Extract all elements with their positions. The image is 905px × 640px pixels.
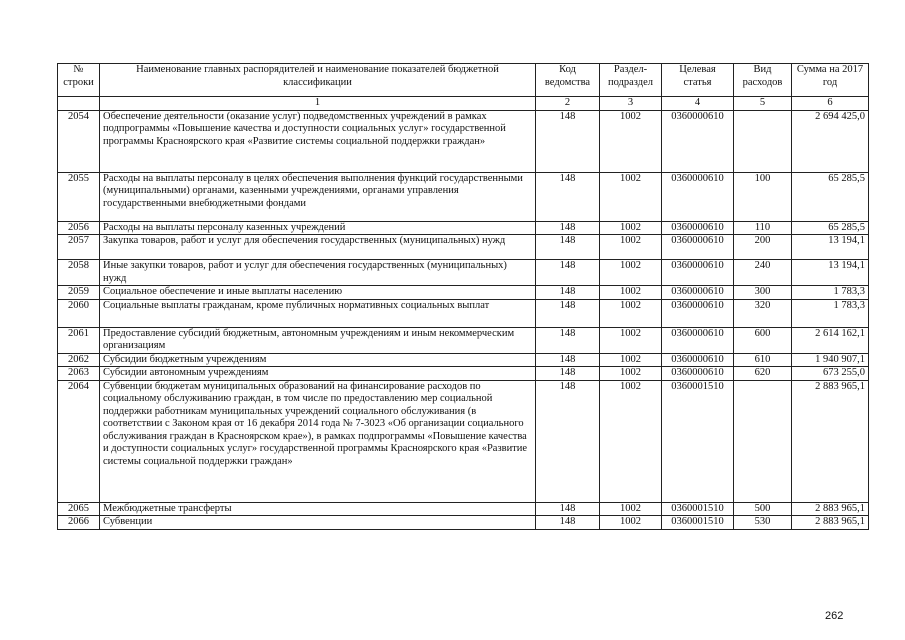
table-row bbox=[58, 353, 869, 367]
row-code: 148 bbox=[536, 299, 600, 327]
row-sum: 1 783,3 bbox=[792, 299, 869, 327]
row-sum: 2 614 162,1 bbox=[792, 327, 869, 353]
row-target: 0360001510 bbox=[662, 502, 734, 516]
row-expense-type: 200 bbox=[734, 235, 792, 260]
row-target: 0360001510 bbox=[662, 516, 734, 530]
row-sum: 13 194,1 bbox=[792, 260, 869, 286]
row-sum: 2 883 965,1 bbox=[792, 516, 869, 530]
row-name: Предоставление субсидий бюджетным, автономным учреждениям и иным некоммерческим организациям bbox=[100, 327, 536, 353]
row-number: 2058 bbox=[58, 260, 100, 286]
index-cell-empty bbox=[58, 97, 100, 111]
row-section: 1002 bbox=[600, 110, 662, 172]
row-target: 0360000610 bbox=[662, 235, 734, 260]
col-header-target: Целевая статья bbox=[662, 64, 734, 97]
row-section: 1002 bbox=[600, 221, 662, 235]
row-name: Межбюджетные трансферты bbox=[100, 502, 536, 516]
row-section: 1002 bbox=[600, 172, 662, 221]
index-cell: 5 bbox=[734, 97, 792, 111]
row-expense-type: 110 bbox=[734, 221, 792, 235]
col-header-name: Наименование главных распорядителей и наименование показателей бюджетной классификации bbox=[100, 64, 536, 97]
row-section: 1002 bbox=[600, 353, 662, 367]
row-sum: 65 285,5 bbox=[792, 221, 869, 235]
table-row bbox=[58, 367, 869, 381]
row-name: Субсидии автономным учреждениям bbox=[100, 367, 536, 381]
row-name: Закупка товаров, работ и услуг для обеспечения государственных (муниципальных) нужд bbox=[100, 235, 536, 260]
row-name: Субвенции bbox=[100, 516, 536, 530]
row-name: Расходы на выплаты персоналу в целях обеспечения выполнения функций государственными (муниципальными) органами, казенными учреждениями, органами управления государственными внебюджетными фондами bbox=[100, 172, 536, 221]
row-name: Социальные выплаты гражданам, кроме публичных нормативных социальных выплат bbox=[100, 299, 536, 327]
table-row bbox=[58, 502, 869, 516]
row-target: 0360000610 bbox=[662, 299, 734, 327]
page-number: 262 bbox=[825, 610, 844, 622]
row-number: 2066 bbox=[58, 516, 100, 530]
row-name: Иные закупки товаров, работ и услуг для обеспечения государственных (муниципальных) нужд bbox=[100, 260, 536, 286]
table-row bbox=[58, 299, 869, 327]
row-expense-type: 240 bbox=[734, 260, 792, 286]
row-code: 148 bbox=[536, 353, 600, 367]
col-header-code: Код ведомства bbox=[536, 64, 600, 97]
row-expense-type: 600 bbox=[734, 327, 792, 353]
row-sum: 1 940 907,1 bbox=[792, 353, 869, 367]
row-number: 2054 bbox=[58, 110, 100, 172]
row-name: Субсидии бюджетным учреждениям bbox=[100, 353, 536, 367]
row-number: 2055 bbox=[58, 172, 100, 221]
row-code: 148 bbox=[536, 235, 600, 260]
header-row bbox=[58, 64, 869, 97]
row-number: 2062 bbox=[58, 353, 100, 367]
row-expense-type: 500 bbox=[734, 502, 792, 516]
row-expense-type: 320 bbox=[734, 299, 792, 327]
row-code: 148 bbox=[536, 516, 600, 530]
row-expense-type bbox=[734, 380, 792, 502]
row-sum: 65 285,5 bbox=[792, 172, 869, 221]
row-sum: 673 255,0 bbox=[792, 367, 869, 381]
row-target: 0360001510 bbox=[662, 380, 734, 502]
row-section: 1002 bbox=[600, 299, 662, 327]
row-number: 2064 bbox=[58, 380, 100, 502]
row-sum: 2 883 965,1 bbox=[792, 380, 869, 502]
row-expense-type: 100 bbox=[734, 172, 792, 221]
col-header-no: № строки bbox=[58, 64, 100, 97]
row-section: 1002 bbox=[600, 367, 662, 381]
table-row bbox=[58, 110, 869, 172]
col-header-section: Раздел-подраздел bbox=[600, 64, 662, 97]
col-header-type: Вид расходов bbox=[734, 64, 792, 97]
row-target: 0360000610 bbox=[662, 110, 734, 172]
budget-table bbox=[57, 63, 869, 530]
index-cell: 1 bbox=[100, 97, 536, 111]
table-row bbox=[58, 380, 869, 502]
row-code: 148 bbox=[536, 172, 600, 221]
row-target: 0360000610 bbox=[662, 260, 734, 286]
row-target: 0360000610 bbox=[662, 353, 734, 367]
row-expense-type: 530 bbox=[734, 516, 792, 530]
table-row bbox=[58, 286, 869, 300]
row-expense-type bbox=[734, 110, 792, 172]
row-code: 148 bbox=[536, 380, 600, 502]
row-section: 1002 bbox=[600, 516, 662, 530]
row-number: 2060 bbox=[58, 299, 100, 327]
row-section: 1002 bbox=[600, 260, 662, 286]
table-row bbox=[58, 516, 869, 530]
row-number: 2061 bbox=[58, 327, 100, 353]
row-code: 148 bbox=[536, 367, 600, 381]
index-row bbox=[58, 97, 869, 111]
table-row bbox=[58, 327, 869, 353]
row-sum: 2 883 965,1 bbox=[792, 502, 869, 516]
row-section: 1002 bbox=[600, 286, 662, 300]
row-target: 0360000610 bbox=[662, 221, 734, 235]
row-sum: 2 694 425,0 bbox=[792, 110, 869, 172]
row-section: 1002 bbox=[600, 380, 662, 502]
row-name: Социальное обеспечение и иные выплаты населению bbox=[100, 286, 536, 300]
row-code: 148 bbox=[536, 502, 600, 516]
row-name: Расходы на выплаты персоналу казенных учреждений bbox=[100, 221, 536, 235]
row-number: 2065 bbox=[58, 502, 100, 516]
row-name: Обеспечение деятельности (оказание услуг) подведомственных учреждений в рамках подпрограммы «Повышение качества и доступности социальных услуг» государственной программы Красноярского края «Развитие системы социальной поддержки граждан» bbox=[100, 110, 536, 172]
row-code: 148 bbox=[536, 110, 600, 172]
row-sum: 13 194,1 bbox=[792, 235, 869, 260]
index-cell: 2 bbox=[536, 97, 600, 111]
table-row bbox=[58, 235, 869, 260]
row-section: 1002 bbox=[600, 327, 662, 353]
row-target: 0360000610 bbox=[662, 172, 734, 221]
row-code: 148 bbox=[536, 327, 600, 353]
table-body bbox=[58, 110, 869, 529]
row-name: Субвенции бюджетам муниципальных образований на финансирование расходов по социальному обслуживанию граждан, в том числе по предоставлению мер социальной поддержки работникам муниципальных учреждений социального обслуживания (в соответствии с Законом края от 16 декабря 2014 года № 7-3023 «Об организации социального обслуживания граждан в Красноярском крае»), в рамках подпрограммы «Повышение качества и доступности социальных услуг» государственной программы Красноярского края «Развитие системы социальной поддержки граждан» bbox=[100, 380, 536, 502]
row-section: 1002 bbox=[600, 235, 662, 260]
index-cell: 6 bbox=[792, 97, 869, 111]
row-number: 2059 bbox=[58, 286, 100, 300]
row-expense-type: 300 bbox=[734, 286, 792, 300]
row-section: 1002 bbox=[600, 502, 662, 516]
row-number: 2056 bbox=[58, 221, 100, 235]
row-number: 2063 bbox=[58, 367, 100, 381]
col-header-sum: Сумма на 2017 год bbox=[792, 64, 869, 97]
table-row bbox=[58, 172, 869, 221]
row-sum: 1 783,3 bbox=[792, 286, 869, 300]
index-cell: 4 bbox=[662, 97, 734, 111]
row-target: 0360000610 bbox=[662, 367, 734, 381]
row-expense-type: 610 bbox=[734, 353, 792, 367]
row-number: 2057 bbox=[58, 235, 100, 260]
table-row bbox=[58, 221, 869, 235]
row-target: 0360000610 bbox=[662, 327, 734, 353]
row-expense-type: 620 bbox=[734, 367, 792, 381]
row-target: 0360000610 bbox=[662, 286, 734, 300]
row-code: 148 bbox=[536, 221, 600, 235]
row-code: 148 bbox=[536, 260, 600, 286]
table-row bbox=[58, 260, 869, 286]
index-cell: 3 bbox=[600, 97, 662, 111]
row-code: 148 bbox=[536, 286, 600, 300]
